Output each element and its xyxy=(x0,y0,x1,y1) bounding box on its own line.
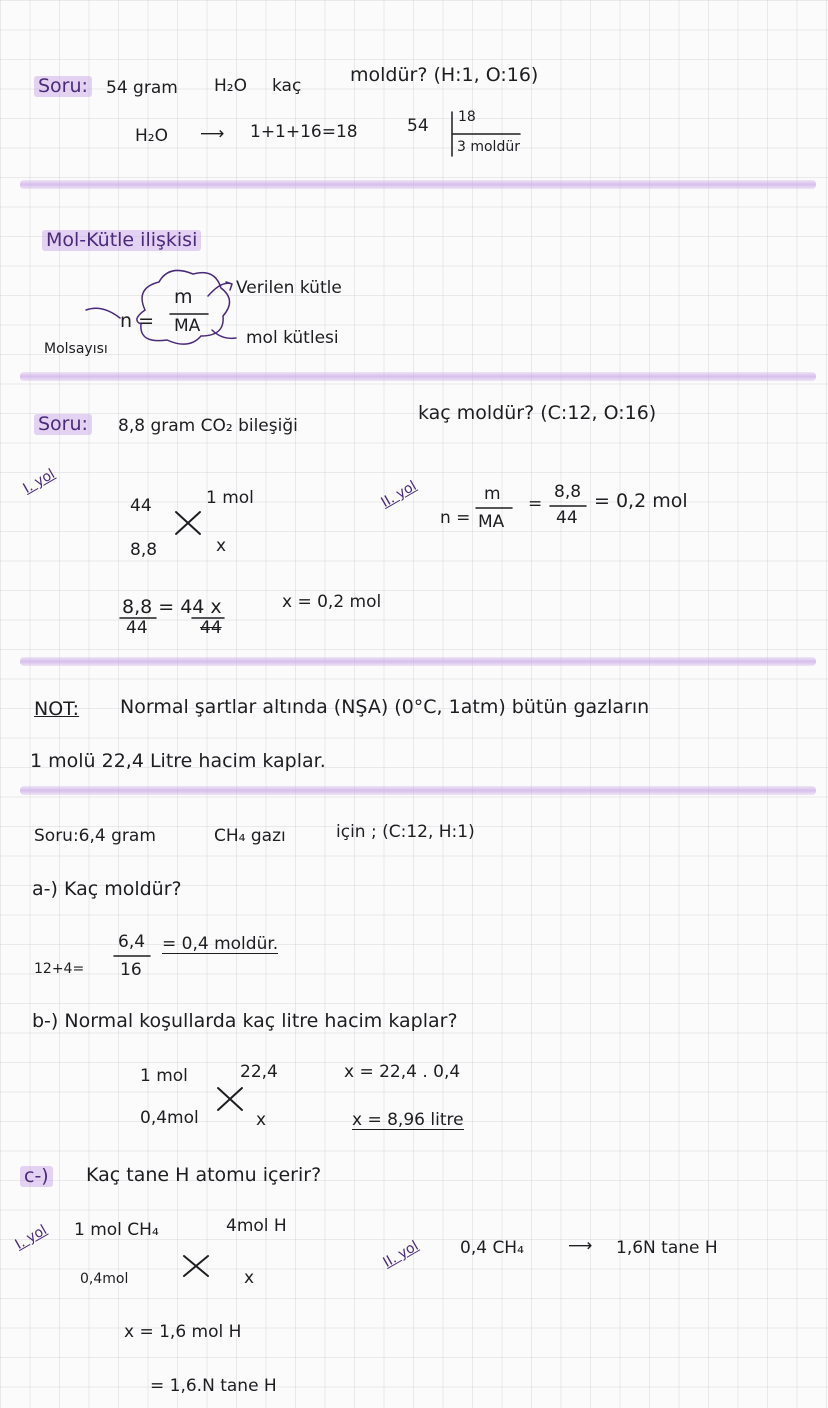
ratio-d: x xyxy=(244,1268,255,1288)
calc-arrow: ⟶ xyxy=(200,124,225,144)
fraction-den: 44 xyxy=(556,508,578,528)
label-mass: Verilen kütle xyxy=(236,278,342,298)
note-line-2: 1 molü 22,4 Litre hacim kaplar. xyxy=(30,750,326,772)
ratio-c: 0,4mol xyxy=(80,1271,129,1287)
formula-m: m xyxy=(484,484,501,504)
ratio-d: x xyxy=(216,536,227,556)
result: = 0,2 mol xyxy=(594,490,688,512)
fraction-num: 6,4 xyxy=(118,932,146,952)
label-molar: mol kütlesi xyxy=(246,328,339,348)
arrow-molar xyxy=(212,330,236,338)
ratio-d: x xyxy=(256,1110,267,1130)
question-text: 54 gram xyxy=(106,78,178,98)
cross-symbol xyxy=(176,512,200,534)
eq-denominator: 44 xyxy=(126,618,148,638)
fraction-den: 16 xyxy=(120,960,142,980)
ratio-a: 1 mol xyxy=(140,1066,188,1086)
question-text: kaç xyxy=(272,76,302,96)
question-text: Soru:6,4 gram xyxy=(34,826,156,846)
arrow-mol xyxy=(86,308,120,318)
part-b-result: x = 8,96 litre xyxy=(352,1110,464,1130)
section-title: Mol-Kütle ilişkisi xyxy=(42,230,201,251)
result: x = 1,6 mol H xyxy=(124,1322,242,1342)
part-c-text: Kaç tane H atomu içerir? xyxy=(86,1164,322,1186)
division-bracket xyxy=(452,109,520,156)
part-b-label: b-) Normal koşullarda kaç litre hacim kaplar? xyxy=(32,1010,458,1032)
ratio-c: 8,8 xyxy=(130,540,158,560)
ratio-b: 22,4 xyxy=(240,1062,278,1082)
result: = 1,6.N tane H xyxy=(150,1376,277,1396)
equals: = xyxy=(528,494,543,514)
division-number: 54 xyxy=(407,116,429,136)
way-label: II. yol xyxy=(378,478,420,511)
eq-denominator: 44 xyxy=(200,618,222,638)
formula-n: n = xyxy=(120,310,155,332)
division-divisor: 18 xyxy=(458,109,476,125)
question-label: Soru: xyxy=(34,414,92,435)
part-c-label: c-) xyxy=(20,1166,53,1187)
calc-sum: 1+1+16=18 xyxy=(250,122,358,142)
ratio-b: 1 mol xyxy=(206,488,254,508)
formula-ma: MA xyxy=(478,512,505,532)
calc-left: H₂O xyxy=(135,126,168,146)
question-text: kaç moldür? (C:12, O:16) xyxy=(418,402,657,424)
division-result: 3 moldür xyxy=(457,139,520,155)
formula-ma: MA xyxy=(174,316,201,336)
question-text: 8,8 gram CO₂ bileşiği xyxy=(118,416,298,436)
part-a-result: = 0,4 moldür. xyxy=(162,934,279,954)
fraction-num: 8,8 xyxy=(554,482,582,502)
way2-result: 1,6N tane H xyxy=(616,1238,718,1258)
eq-numerator: 8,8 = 44 x xyxy=(122,596,222,618)
fraction-line xyxy=(476,506,586,508)
way-label: II. yol xyxy=(380,1238,422,1271)
formula-n: n = xyxy=(440,508,471,528)
calc: x = 22,4 . 0,4 xyxy=(344,1062,461,1082)
ratio-a: 1 mol CH₄ xyxy=(74,1220,159,1240)
note-line-1: Normal şartlar altında (NŞA) (0°C, 1atm) bütün gazların xyxy=(120,696,650,718)
formula: H₂O xyxy=(214,76,247,96)
cross-symbol xyxy=(218,1088,242,1110)
formula-m: m xyxy=(174,286,193,308)
way2-arrow: ⟶ xyxy=(568,1236,593,1256)
note-label: NOT: xyxy=(34,698,80,720)
calc-side: 12+4= xyxy=(34,961,85,977)
formula: CH₄ gazı xyxy=(214,826,286,846)
ratio-b: 4mol H xyxy=(226,1216,287,1236)
ratio-c: 0,4mol xyxy=(140,1108,199,1128)
question-text: moldür? (H:1, O:16) xyxy=(350,64,539,86)
way-label: I. yol xyxy=(20,466,58,497)
label-mol: Molsayısı xyxy=(44,341,108,357)
way-label: I. yol xyxy=(12,1222,50,1253)
part-a-label: a-) Kaç moldür? xyxy=(32,878,182,900)
ratio-a: 44 xyxy=(130,496,152,516)
cross-symbol xyxy=(184,1256,208,1276)
result: x = 0,2 mol xyxy=(282,592,382,612)
question-label: Soru: xyxy=(34,76,92,97)
way2-text: 0,4 CH₄ xyxy=(460,1238,524,1258)
question-text: için ; (C:12, H:1) xyxy=(336,822,475,842)
